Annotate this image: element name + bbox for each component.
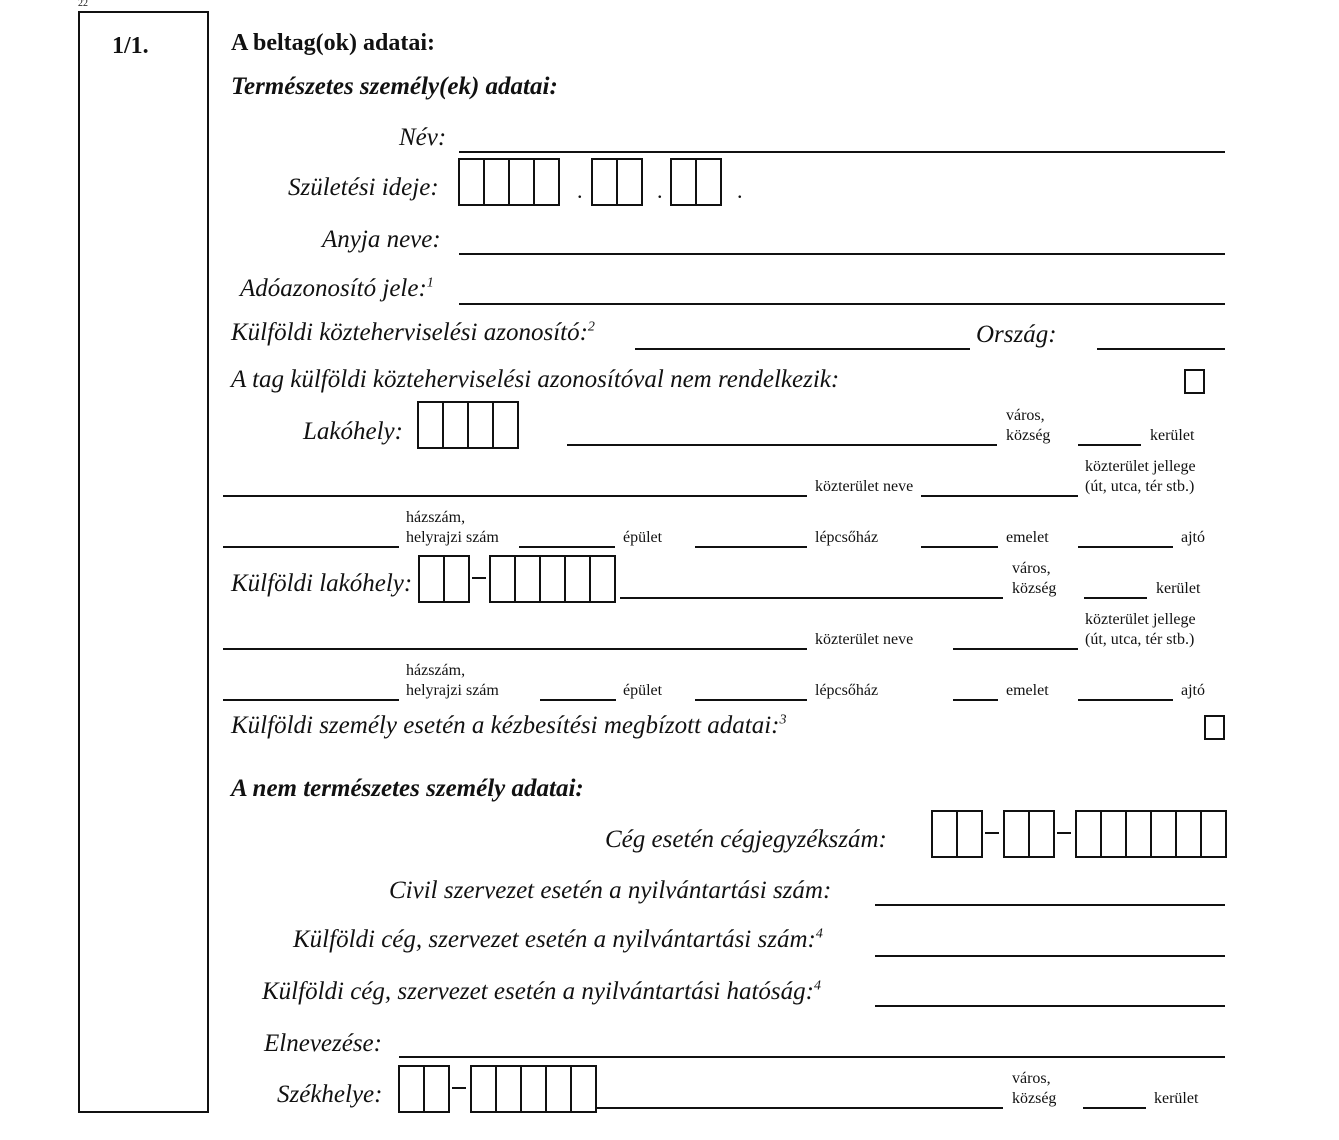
building-caption: épület [623,682,663,699]
street-name-caption: közterület neve [815,631,914,648]
civil-reg-field[interactable] [875,904,1225,906]
residence-building-field[interactable] [519,546,615,548]
birth-date-label: Születési ideje: [288,174,439,201]
staircase-caption: lépcsőház [815,529,879,546]
legal-entity-heading: A nem természetes személy adatai: [231,775,584,802]
mother-name-label: Anyja neve: [322,226,441,253]
birth-year-boxes[interactable] [458,158,560,206]
no-foreign-id-label: A tag külföldi közteherviselési azonosítóval nem rendelkezik: [231,366,840,393]
entity-name-label: Elnevezése: [264,1030,382,1057]
dash [472,577,486,579]
seat-country-code-boxes[interactable] [398,1065,450,1113]
staircase-caption: lépcsőház [815,682,879,699]
name-label: Név: [399,124,447,151]
foreign-reg-number-field[interactable] [875,955,1225,957]
residence-staircase-field[interactable] [695,546,807,548]
foreign-reg-authority-field[interactable] [875,1005,1225,1007]
foreign-door-field[interactable] [1078,699,1173,701]
street-type-caption: közterület jellege (út, utca, tér stb.) [1085,611,1196,648]
seat-city-field[interactable] [597,1107,1003,1109]
delivery-agent-checkbox[interactable] [1204,715,1225,740]
delivery-agent-label: Külföldi személy esetén a kézbesítési megbízott adatai:$^3$ [231,712,787,739]
foreign-reg-number-label: Külföldi cég, szervezet esetén a nyilvántartási szám:$^4$ [293,926,823,953]
residence-street-name-field[interactable] [223,495,807,497]
district-caption: kerület [1156,580,1201,597]
company-reg-label: Cég esetén cégjegyzékszám: [605,826,887,853]
tax-id-label: Adóazonosító jele:$^1$ [240,275,434,302]
natural-person-heading: Természetes személy(ek) adatai: [231,73,558,100]
section-number-column [78,11,209,1113]
foreign-country-code-boxes[interactable] [418,555,470,603]
tax-id-field[interactable] [459,303,1225,305]
foreign-id-label: Külföldi közteherviselési azonosító:$^2$ [231,319,595,346]
birth-day-boxes[interactable] [670,158,722,206]
date-dot: . [577,178,583,203]
foreign-residence-label: Külföldi lakóhely: [231,570,413,597]
civil-reg-label: Civil szervezet esetén a nyilvántartási szám: [389,877,832,904]
birth-month-boxes[interactable] [591,158,643,206]
residence-door-field[interactable] [1078,546,1173,548]
city-caption: város, község [1012,560,1057,597]
house-number-caption: házszám, helyrajzi szám [406,509,499,546]
company-reg-type-boxes[interactable] [1003,810,1055,858]
foreign-district-field[interactable] [1084,597,1147,599]
name-field[interactable] [459,151,1225,153]
residence-floor-field[interactable] [921,546,998,548]
door-caption: ajtó [1181,529,1205,546]
page-number: 22 [78,0,88,9]
residence-label: Lakóhely: [303,418,403,445]
foreign-floor-field[interactable] [953,699,998,701]
foreign-building-field[interactable] [540,699,616,701]
residence-district-field[interactable] [1078,444,1141,446]
foreign-staircase-field[interactable] [695,699,807,701]
foreign-street-type-field[interactable] [953,648,1078,650]
foreign-reg-authority-label: Külföldi cég, szervezet esetén a nyilvántartási hatóság:$^4$ [262,978,821,1005]
house-number-caption: házszám, helyrajzi szám [406,662,499,699]
district-caption: kerület [1154,1090,1199,1107]
residence-street-type-field[interactable] [921,495,1078,497]
foreign-id-field[interactable] [635,348,970,350]
date-dot: . [737,178,743,203]
foreign-house-number-field[interactable] [223,699,399,701]
seat-district-field[interactable] [1083,1107,1146,1109]
floor-caption: emelet [1006,682,1049,699]
foreign-postcode-boxes[interactable] [489,555,616,603]
district-caption: kerület [1150,427,1195,444]
section-number: 1/1. [112,33,149,59]
dash [452,1087,466,1089]
section-heading: A beltag(ok) adatai: [231,30,435,56]
company-reg-court-boxes[interactable] [931,810,983,858]
foreign-city-field[interactable] [620,597,1003,599]
country-field[interactable] [1097,348,1225,350]
dash [985,832,999,834]
entity-name-field[interactable] [399,1056,1225,1058]
date-dot: . [657,178,663,203]
residence-city-field[interactable] [567,444,997,446]
no-foreign-id-checkbox[interactable] [1184,369,1205,394]
mother-name-field[interactable] [459,253,1225,255]
residence-house-number-field[interactable] [223,546,399,548]
floor-caption: emelet [1006,529,1049,546]
foreign-street-name-field[interactable] [223,648,807,650]
residence-postcode-boxes[interactable] [417,401,519,449]
country-label: Ország: [976,321,1057,348]
seat-label: Székhelye: [277,1081,383,1108]
dash [1057,832,1071,834]
door-caption: ajtó [1181,682,1205,699]
seat-postcode-boxes[interactable] [470,1065,597,1113]
company-reg-number-boxes[interactable] [1075,810,1227,858]
street-type-caption: közterület jellege (út, utca, tér stb.) [1085,458,1196,495]
city-caption: város, község [1012,1070,1057,1107]
building-caption: épület [623,529,663,546]
street-name-caption: közterület neve [815,478,914,495]
city-caption: város, község [1006,407,1051,444]
